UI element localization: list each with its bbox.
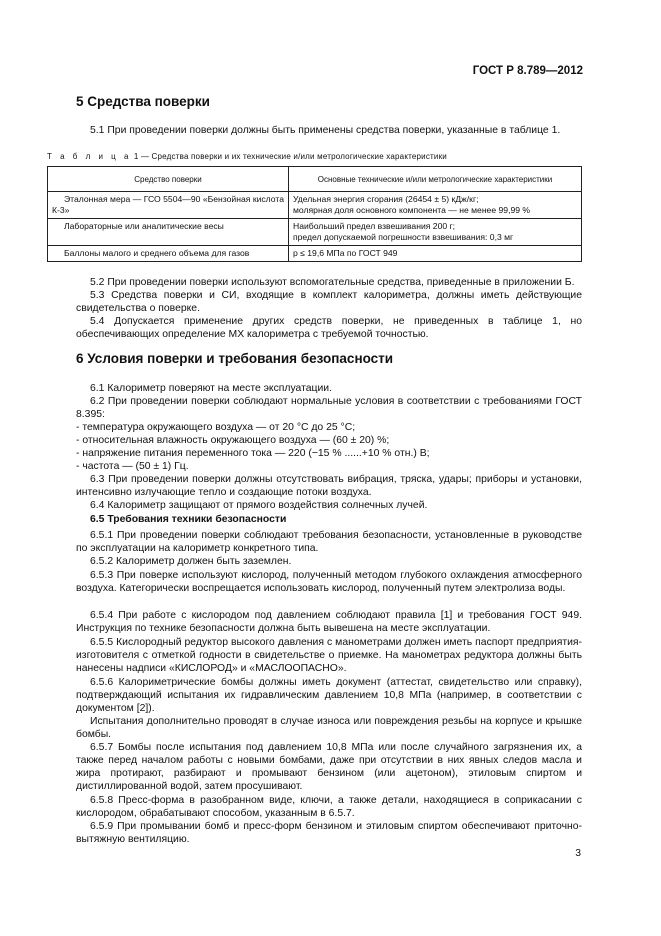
paragraph-5-3: 5.3 Средства поверки и СИ, входящие в комплект калориметра, должны иметь действующие свидетельства о поверке. bbox=[76, 290, 582, 314]
section-5-title: 5 Средства поверки bbox=[76, 94, 210, 109]
table-cell-line: Наибольший предел взвешивания 200 г; bbox=[293, 221, 456, 231]
table-cell-line: предел допускаемой погрешности взвешивания: 0,3 мг bbox=[293, 232, 514, 242]
subsection-6-5-title: 6.5 Требования техники безопасности bbox=[90, 514, 287, 525]
paragraph-6-1: 6.1 Калориметр поверяют на месте эксплуатации. bbox=[90, 383, 332, 394]
paragraph-6-5-7: 6.5.7 Бомбы после испытания под давлением 10,8 МПа или после случайного загрязнения их, а также перед началом работы с новыми бомбами, даже при отсутствии в них явных следов масла и жира протирают, разбирают и промывают бензином (или ацетоном), этиловым спиртом и дистиллированной водой, затем просушивают. bbox=[76, 742, 582, 792]
table-row bbox=[48, 219, 582, 246]
list-item: - частота — (50 ± 1) Гц. bbox=[76, 461, 189, 472]
table-row bbox=[48, 192, 582, 219]
paragraph-6-4: 6.4 Калориметр защищают от прямого воздействия солнечных лучей. bbox=[90, 500, 428, 511]
table-cell: Баллоны малого и среднего объема для газов bbox=[48, 246, 289, 262]
table-cell-line: Удельная энергия сгорания (26454 ± 5) кДж/кг; bbox=[293, 194, 479, 204]
table-header-row bbox=[48, 167, 582, 192]
paragraph-6-5-5: 6.5.5 Кислородный редуктор высокого давления с манометрами должен иметь паспорт предприятия-изготовителя с отметкой годности в свидетельстве о приемке. На манометрах редуктора должны быть нанесены надписи «КИСЛОРОД» и «МАСЛООПАСНО». bbox=[76, 637, 582, 674]
paragraph-6-2: 6.2 При проведении поверки соблюдают нормальные условия в соответствии с требованиями ГОСТ 8.395: bbox=[76, 396, 582, 420]
section-6-title: 6 Условия поверки и требования безопасности bbox=[76, 351, 394, 366]
paragraph-6-5-8: 6.5.8 Пресс-форма в разобранном виде, ключи, а также детали, находящиеся в соприкасании с кислородом, обрабатывают способом, указанным в 6.5.7. bbox=[76, 795, 582, 819]
table-header-cell: Основные технические и/или метрологические характеристики bbox=[289, 167, 582, 192]
paragraph-5-2: 5.2 При проведении поверки используют вспомогательные средства, приведенные в приложении Б. bbox=[90, 277, 575, 288]
paragraph-6-5-4: 6.5.4 При работе с кислородом под давлением соблюдают правила [1] и требования ГОСТ 949. Инструкция по технике безопасности должна быть вывешена на месте эксплуатации. bbox=[76, 610, 582, 634]
list-item: - напряжение питания переменного тока — 220 (−15 % ......+10 % отн.) В; bbox=[76, 448, 430, 459]
table-cell: Лабораторные или аналитические весы bbox=[48, 219, 289, 246]
paragraph-6-5-1: 6.5.1 При проведении поверки соблюдают требования безопасности, установленные в руководстве по эксплуатации на калориметр конкретного типа. bbox=[76, 530, 582, 554]
table-1 bbox=[47, 166, 582, 262]
document-id: ГОСТ Р 8.789—2012 bbox=[472, 65, 583, 77]
paragraph-6-5-2: 6.5.2 Калориметр должен быть заземлен. bbox=[90, 556, 292, 567]
table-cell: Эталонная мера — ГСО 5504—90 «Бензойная кислота К-3» bbox=[48, 192, 289, 219]
table-cell bbox=[289, 192, 582, 219]
table-caption bbox=[47, 152, 447, 161]
paragraph-6-5-6: 6.5.6 Калориметрические бомбы должны иметь документ (аттестат, свидетельство или справку), подтверждающий испытания их гидравлическим давлением 10,8 МПа (например, в соответствии с документом [2]). bbox=[76, 677, 582, 714]
paragraph-5-1: 5.1 При проведении поверки должны быть применены средства поверки, указанные в таблице 1. bbox=[90, 125, 561, 136]
paragraph-6-3: 6.3 При проведении поверки должны отсутствовать вибрация, тряска, удары; приборы и установки, интенсивно излучающие тепло и создающие потоки воздуха. bbox=[76, 474, 582, 498]
paragraph-6-5-9: 6.5.9 При промывании бомб и пресс-форм бензином и этиловым спиртом обеспечивают приточно-вытяжную вентиляцию. bbox=[76, 821, 582, 845]
paragraph-6-5-3: 6.5.3 При поверке используют кислород, полученный методом глубокого охлаждения атмосферного воздуха. Категорически воспрещается использовать кислород, полученный путем электролиза воды. bbox=[76, 570, 582, 594]
table-header-cell: Средство поверки bbox=[48, 167, 289, 192]
table-caption-label: Т а б л и ц а bbox=[47, 152, 132, 161]
paragraph-6-5-6-continued: Испытания дополнительно проводят в случае износа или повреждения резьбы на корпусе и крышке бомбы. bbox=[76, 716, 582, 740]
list-item: - температура окружающего воздуха — от 20 °С до 25 °С; bbox=[76, 422, 356, 433]
table-cell bbox=[289, 219, 582, 246]
table-row bbox=[48, 246, 582, 262]
table-cell-line: молярная доля основного компонента — не менее 99,99 % bbox=[293, 205, 531, 215]
list-item: - относительная влажность окружающего воздуха — (60 ± 20) %; bbox=[76, 435, 390, 446]
page-number: 3 bbox=[575, 848, 581, 859]
table-cell-line: p ≤ 19,6 МПа по ГОСТ 949 bbox=[293, 248, 398, 258]
table-caption-text: 1 — Средства поверки и их технические и/или метрологические характеристики bbox=[133, 152, 447, 161]
table-cell bbox=[289, 246, 582, 262]
paragraph-5-4: 5.4 Допускается применение других средств поверки, не приведенных в таблице 1, но обеспечивающих определение МХ калориметра с требуемой точностью. bbox=[76, 316, 582, 340]
